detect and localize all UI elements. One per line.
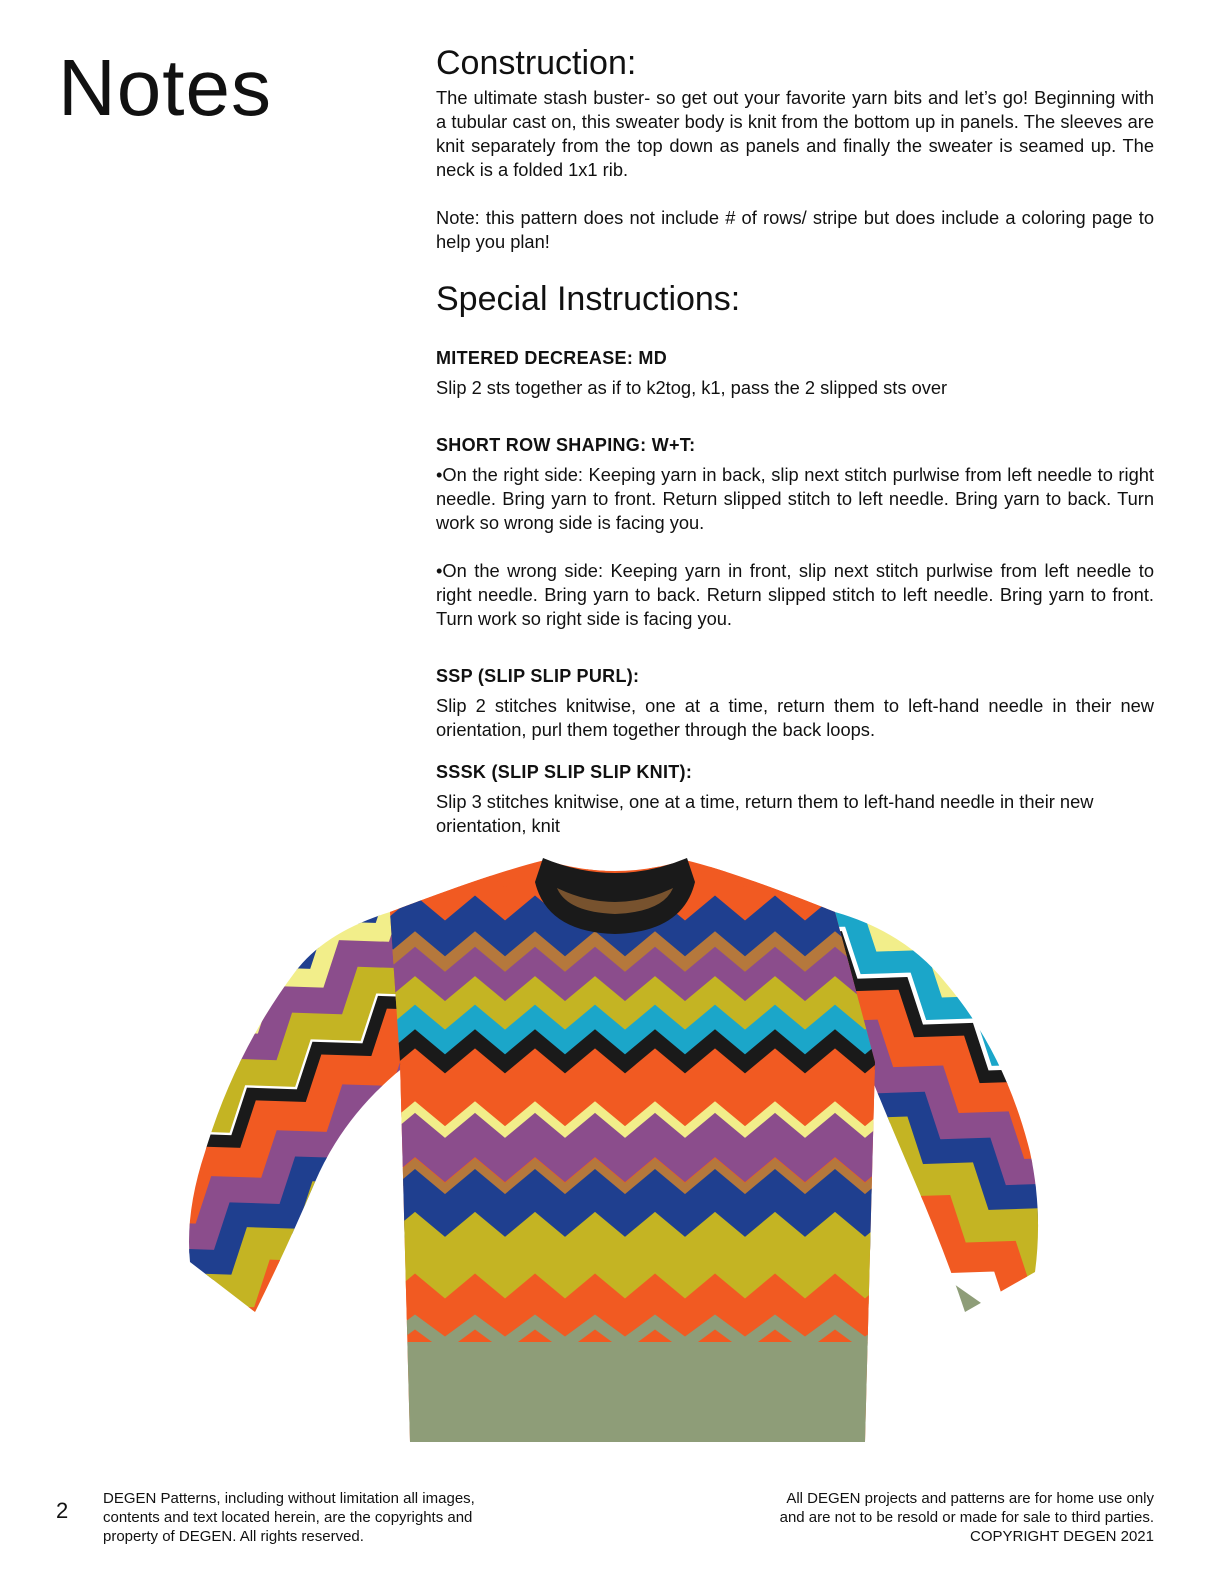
- content-column: [436, 40, 1154, 838]
- construction-body: The ultimate stash buster- so get out your favorite yarn bits and let’s go! Beginning with a tubular cast on, this sweater body is knit from the bottom up in panels. The sleeves are knit separately from the top down as panels and finally the sweater is seamed up. The neck is a folded 1x1 rib.: [436, 87, 1154, 180]
- instruction-text: •On the right side: Keeping yarn in back, slip next stitch purlwise from left needle to right needle. Bring yarn to front. Return slipped stitch to left needle. Bring yarn to back. Turn work so wrong side is facing you.: [436, 464, 1154, 533]
- instruction-title: SSP (SLIP SLIP PURL):: [436, 666, 640, 686]
- instruction-ssp: [436, 664, 1154, 742]
- page-number: 2: [56, 1498, 69, 1523]
- instruction-title: SHORT ROW SHAPING: W+T:: [436, 435, 696, 455]
- instruction-text: Slip 3 stitches knitwise, one at a time, return them to left-hand needle in their new orientation, knit: [436, 791, 1094, 836]
- footer-left-line: property of DEGEN. All rights reserved.: [103, 1528, 364, 1545]
- instruction-title: SSSK (SLIP SLIP SLIP KNIT):: [436, 762, 693, 782]
- sweater-photo: [175, 852, 1045, 1442]
- footer-copyright-left: [103, 1489, 603, 1546]
- construction-heading: Construction:: [436, 44, 637, 82]
- instruction-text: Slip 2 stitches knitwise, one at a time, return them to left-hand needle in their new orientation, purl them together through the back loops.: [436, 695, 1154, 740]
- instruction-title: MITERED DECREASE: MD: [436, 348, 668, 368]
- instruction-text: Slip 2 sts together as if to k2tog, k1, pass the 2 slipped sts over: [436, 377, 948, 398]
- instruction-wt: [436, 433, 1154, 631]
- instruction-sssk: [436, 760, 1154, 838]
- instruction-text-2: •On the wrong side: Keeping yarn in front, slip next stitch purlwise from left needle to right needle. Bring yarn to back. Return slipped stitch to left needle. Bring yarn to front. Turn work so right side is facing you.: [436, 560, 1154, 629]
- footer-right-line: COPYRIGHT DEGEN 2021: [970, 1528, 1154, 1545]
- footer-right-line: and are not to be resold or made for sale to third parties.: [779, 1509, 1154, 1526]
- sweater-body: [375, 852, 895, 1442]
- footer-left-line: contents and text located herein, are the copyrights and: [103, 1509, 473, 1526]
- footer-copyright-right: [634, 1489, 1154, 1546]
- construction-note: Note: this pattern does not include # of rows/ stripe but does include a coloring page to help you plan!: [436, 207, 1154, 252]
- instruction-md: [436, 346, 1154, 400]
- footer-left-line: DEGEN Patterns, including without limitation all images,: [103, 1490, 475, 1507]
- footer-right-line: All DEGEN projects and patterns are for home use only: [786, 1490, 1154, 1507]
- page-title: Notes: [58, 43, 272, 132]
- special-instructions-heading: Special Instructions:: [436, 280, 741, 318]
